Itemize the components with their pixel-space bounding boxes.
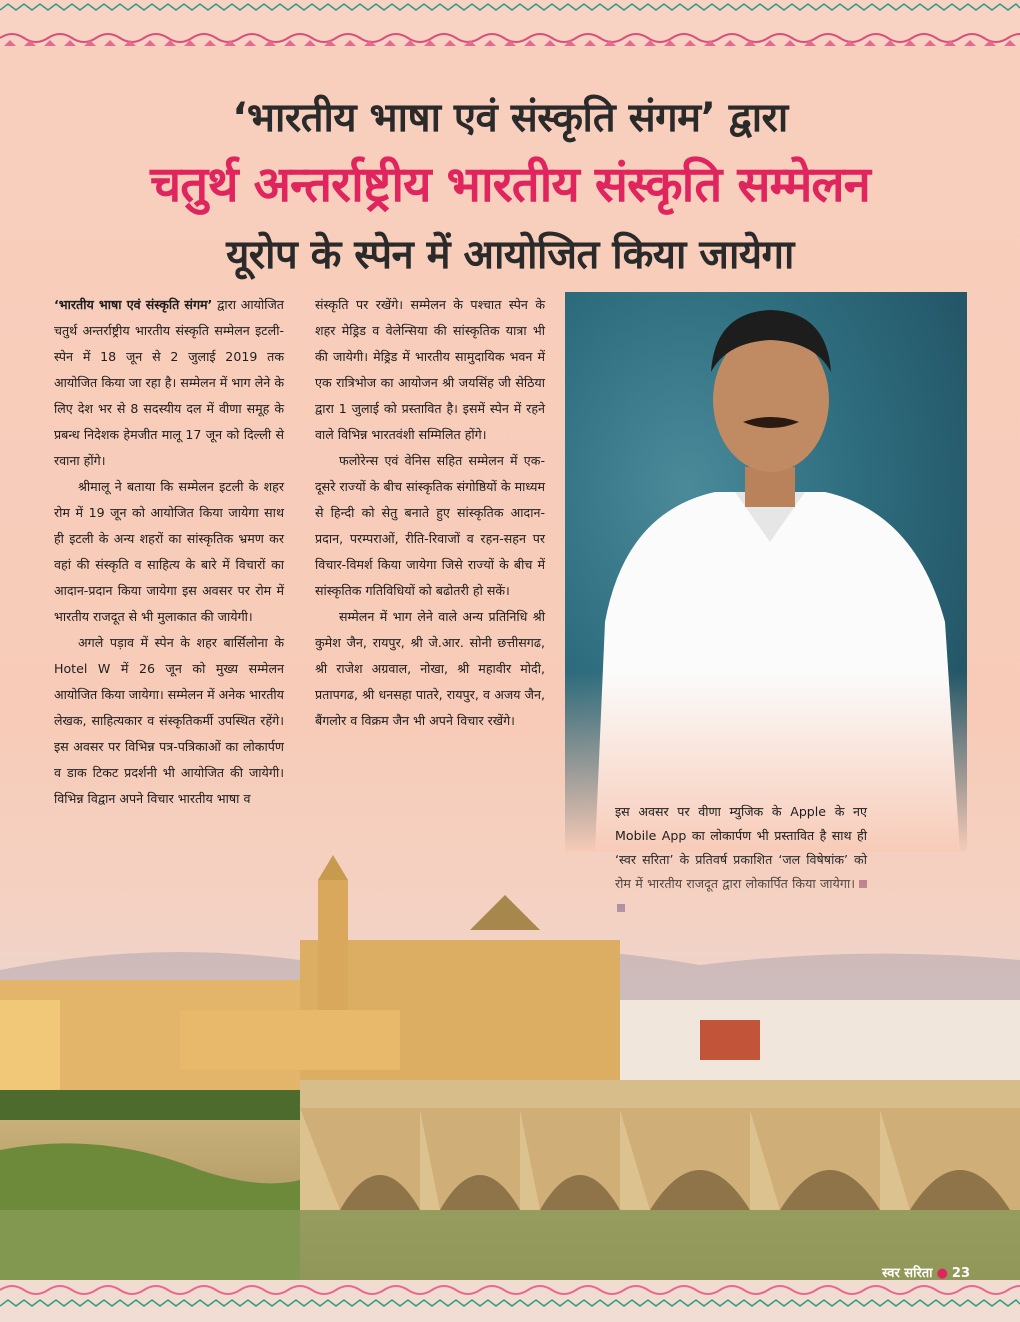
col2-paragraph-1: संस्कृति पर रखेंगे। सम्मेलन के पश्चात स्पेन के शहर मेड्रिड व वेलेन्सिया की सांस्कृतिक यात्रा भी की जायेगी। मेड्रिड में भारतीय सामुदायिक भवन में एक रात्रिभोज का आयोजन श्री जयसिंह जी सेठिया द्वारा 1 जुलाई को प्रस्तावित है। इसमें स्पेन में रहने वाले विभिन्न भारतवंशी सम्मिलित होंगे। — [315, 297, 545, 442]
col1-paragraph-1: द्वारा आयोजित चतुर्थ अन्तर्राष्ट्रीय भारतीय संस्कृति सम्मेलन इटली-स्पेन में 18 जून से 2 जुलाई 2019 तक आयोजित किया जा रहा है। सम्मेलन में भाग लेने के लिए देश भर से 8 सदस्यीय दल में वीणा समूह के प्रबन्ध निदेशक हेमजीत मालू 17 जून को दिल्ली से रवाना होंगे। — [54, 297, 284, 468]
portrait-figure — [565, 292, 967, 852]
headline-line-1: ‘भारतीय भाषा एवं संस्कृति संगम’ द्वारा — [232, 95, 788, 141]
portrait-photo — [565, 292, 967, 852]
col1-paragraph-3: अगले पड़ाव में स्पेन के शहर बार्सिलोना के Hotel W में 26 जून को मुख्य सम्मेलन आयोजित किया जायेगा। सम्मेलन में अनेक भारतीय लेखक, साहित्यकार व संस्कृतिकर्मी उपस्थित रहेंगे। इस अवसर पर विभिन्न पत्र-पत्रिकाओं का लोकार्पण व डाक टिकट प्रदर्शनी भी आयोजित की जायेगी। विभिन्न विद्वान अपने विचार भारतीय भाषा व — [54, 635, 284, 806]
caption-text: इस अवसर पर वीणा म्युजिक के Apple के नए Mobile App का लोकार्पण भी प्रस्तावित है साथ ही — [615, 804, 867, 843]
col2-paragraph-3: सम्मेलन में भाग लेने वाले अन्य प्रतिनिधि श्री कुमेश जैन, रायपुर, श्री जे.आर. सोनी छत्तीसगढ, श्री राजेश अग्रवाल, नोखा, श्री महावीर मोदी, प्रतापगढ, श्री धनसहा पातरे, रायपुर, व अजय जैन, बैंगलोर व विक्रम जैन भी अपने विचार रखेंगे। — [315, 609, 545, 728]
magazine-name: स्वर सरिता — [882, 1266, 933, 1281]
cordoba-bridge-scene — [0, 850, 1020, 1280]
bullet-icon: ● — [936, 1266, 948, 1281]
headline-line-3: यूरोप के स्पेन में आयोजित किया जायेगा — [226, 232, 794, 278]
page-footer — [882, 1263, 970, 1281]
article-lead: ‘भारतीय भाषा एवं संस्कृति संगम’ — [54, 297, 213, 312]
article-column-2 — [315, 292, 545, 734]
page-number: 23 — [951, 1266, 970, 1281]
headline-main: चतुर्थ अन्तर्राष्ट्रीय भारतीय संस्कृति सम्मेलन — [150, 156, 870, 213]
col1-paragraph-2: श्रीमालू ने बताया कि सम्मेलन इटली के शहर रोम में 19 जून को आयोजित किया जायेगा साथ ही इटली के अन्य शहरों का सांस्कृतिक भ्रमण कर वहां की संस्कृति व साहित्य के बारे में विचारों का आदान-प्रदान किया जायेगा इस अवसर पर रोम में भारतीय राजदूत से भी मुलाकात की जायेगी। — [54, 479, 284, 624]
bottom-decorative-border — [0, 1276, 1020, 1322]
col2-paragraph-2: फलोरेन्स एवं वेनिस सहित सम्मेलन में एक-दूसरे राज्यों के बीच सांस्कृतिक संगोष्ठियों के माध्यम से हिन्दी को सेतु बनाते हुए सांस्कृतिक आदान-प्रदान, परम्पराओं, रीति-रिवाजों व रहन-सहन पर विचार-विमर्श किया जायेगा जिसे राज्यों के बीच में सांस्कृतिक गतिविधियों को बढोतरी हो सकें। — [315, 453, 545, 598]
top-decorative-border — [0, 0, 1020, 46]
article-column-1 — [54, 292, 284, 812]
